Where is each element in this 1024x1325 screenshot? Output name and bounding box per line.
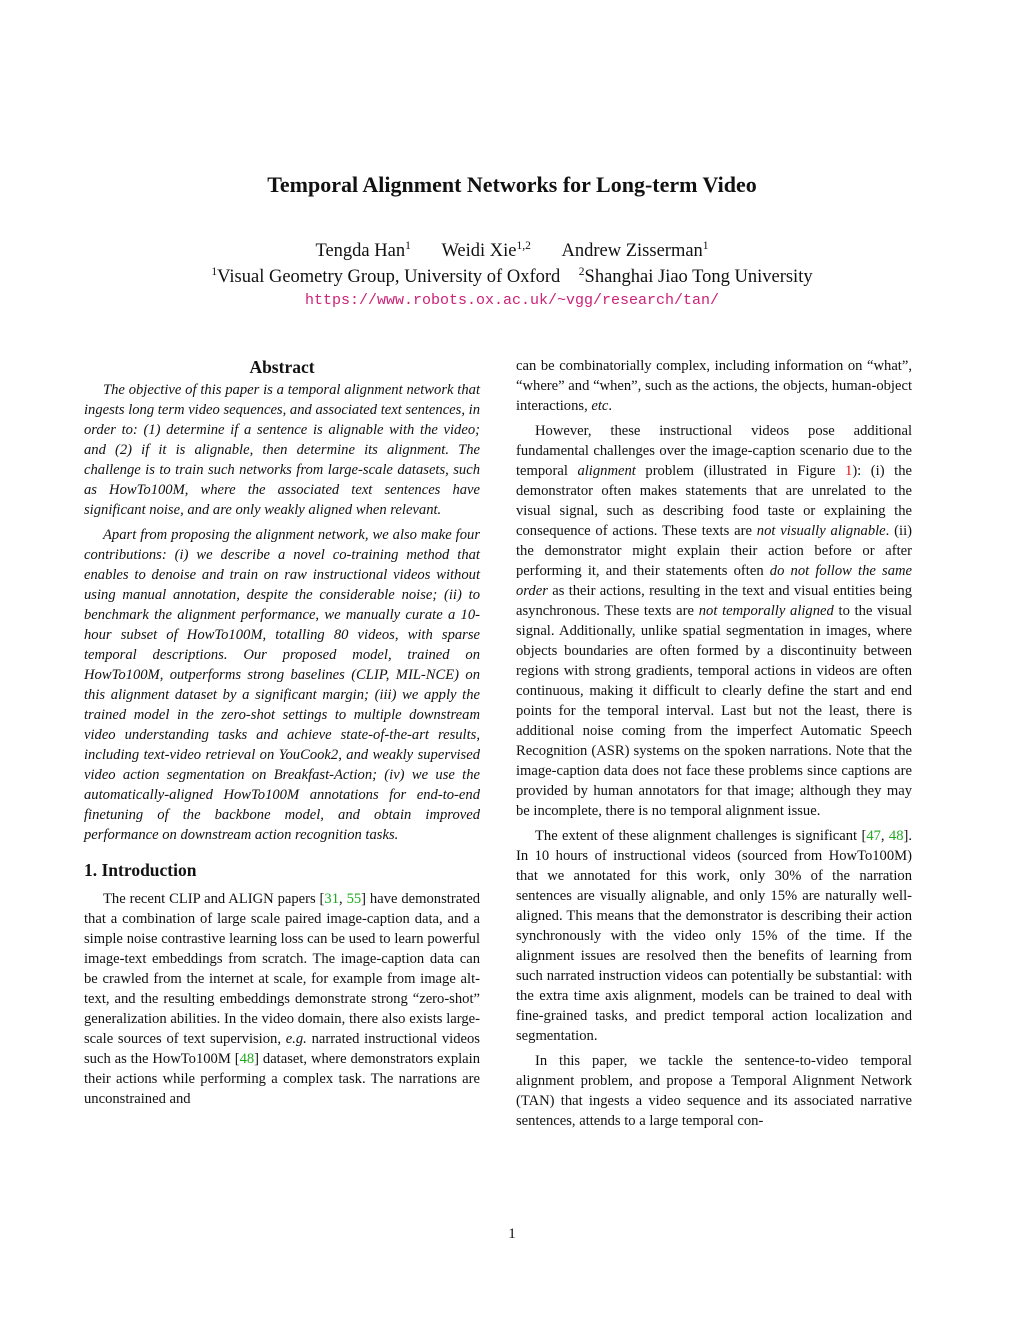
paper-title: Temporal Alignment Networks for Long-term Video [267, 172, 757, 197]
abstract-heading: Abstract [249, 357, 315, 377]
figure-reference-link[interactable]: 1 [845, 463, 853, 479]
paragraph-continuation: can be combinatorially complex, including information on “what”, “where” and “when”, such as the actions, the objects, human-object interactions, [516, 358, 912, 414]
citation-link[interactable]: 31 [324, 891, 340, 907]
affiliation: $^1$Visual Geometry Group, University of Oxford [211, 266, 561, 287]
abstract-section [84, 356, 480, 845]
abstract-paragraph: Apart from proposing the alignment network, we also make four contributions: (i) we describe a novel co-training method that enables to denoise and train on raw instructional videos without using manual annotation, despite the considerable noise; (ii) to benchmark the alignment performance, we manually curate a 10-hour subset of HowTo100M, totalling 80 videos, with sparse temporal descriptions. Our proposed model, trained on HowTo100M, outperforms strong baselines (CLIP, MIL-NCE) on this alignment dataset by a significant margin; (iii) we apply the trained model in the zero-shot settings to multiple downstream video understanding tasks and achieve state-of-the-art results, including text-video retrieval on YouCook2, and weakly supervised video action segmentation on Breakfast-Action; (iv) we use the automatically-aligned HowTo100M annotations for end-to-end finetuning of the backbone model, and obtain improved performance on downstream action recognition tasks. [84, 527, 480, 843]
author-block [0, 238, 1024, 290]
citation-link[interactable]: 55 [346, 891, 362, 907]
right-column [516, 356, 912, 1136]
citation-link[interactable]: 47 [866, 828, 881, 844]
author-name: Andrew Zisserman$^1$ [561, 240, 709, 261]
intro-paragraph: However, these instructional videos pose additional fundamental challenges over the image-caption scenario due to the temporal alignment problem (illustrated in Figure 1): (i) the demonstrator often makes statements that are unrelated to the visual signal, such as describing food taste or explaining the consequence of actions. These texts are not visually alignable. (ii) the demonstrator might explain their action before or after performing it, and their statements often do not follow the same order as their actions, resulting in the text and visual entities being asynchronous. These texts are not temporally aligned to the visual signal. Additionally, unlike spatial segmentation in images, where objects boundaries are often formed by a discontinuity between regions with strong gradients, temporal actions in videos are often continuous, making it difficult to clearly define the start and end points for the temporal interval. Last but not the least, there is additional noise coming from the imperfect Automatic Speech Recognition (ASR) systems on the spoken narrations. Note that the image-caption data does not face these problems since captions are provided by human annotators for that image; although they may be incomplete, there is no temporal alignment issue. [516, 423, 913, 819]
page-number: 1 [508, 1226, 516, 1242]
abstract-paragraph: The objective of this paper is a temporal alignment network that ingests long term video sequences, and associated text sentences, in order to: (1) determine if a sentence is alignable with the video; and (2) if it is alignable, then determine its alignment. The challenge is to train such networks from large-scale datasets, such as HowTo100M, where the associated text sentences have significant noise, and are only weakly aligned when relevant. [84, 382, 480, 518]
intro-paragraph-continued: can be combinatorially complex, including information on “what”, “where” and “when”, such as the actions, the objects, human-object interactions, etc. [516, 358, 912, 414]
author-name: Weidi Xie$^{1,2}$ [441, 240, 531, 261]
author-list [0, 238, 1024, 264]
left-column [84, 356, 480, 1114]
section-heading: 1. Introduction [84, 860, 197, 880]
author-name: Tengda Han$^1$ [315, 240, 411, 261]
intro-paragraph: The recent CLIP and ALIGN papers [31, 55] have demonstrated that a combination of large scale paired image-caption data, and a simple noise contrastive learning loss can be used to learn powerful image-text embeddings from scratch. The image-caption data can be crawled from the internet at scale, for example from image alt-text, and the resulting embeddings demonstrate strong “zero-shot” generalization abilities. In the video domain, there also exists large-scale sources of text supervision, e.g. narrated instructional videos such as the HowTo100M [48] dataset, where demonstrators explain their actions while performing a complex task. The narrations are unconstrained and [84, 891, 481, 1107]
citation-link[interactable]: 48 [888, 828, 904, 844]
intro-paragraph: In this paper, we tackle the sentence-to-video temporal alignment problem, and propose a Temporal Alignment Network (TAN) that ingests a video sequence and its associated narrative sentences, attends to a large temporal con- [516, 1053, 912, 1129]
affiliation: $^2$Shanghai Jiao Tong University [578, 266, 813, 287]
project-url-link[interactable]: https://www.robots.ox.ac.uk/~vgg/research/tan/ [304, 292, 720, 309]
intro-paragraph: The extent of these alignment challenges is significant [47, 48]. In 10 hours of instructional videos (sourced from HowTo100M) that we annotated for this work, only 30% of the narration sentences are visually alignable, and only 15% are naturally well-aligned. This means that the demonstrator is describing their action synchronously with the video only 15% of the time. If the alignment issues are resolved then the benefits of learning from such narrated instruction videos can potentially be substantial: with the extra time axis alignment, models can be trained to deal with fine-grained tasks, and predict temporal action localization and segmentation. [516, 828, 912, 1044]
affiliation-list [0, 264, 1024, 290]
citation-link[interactable]: 48 [239, 1051, 255, 1067]
